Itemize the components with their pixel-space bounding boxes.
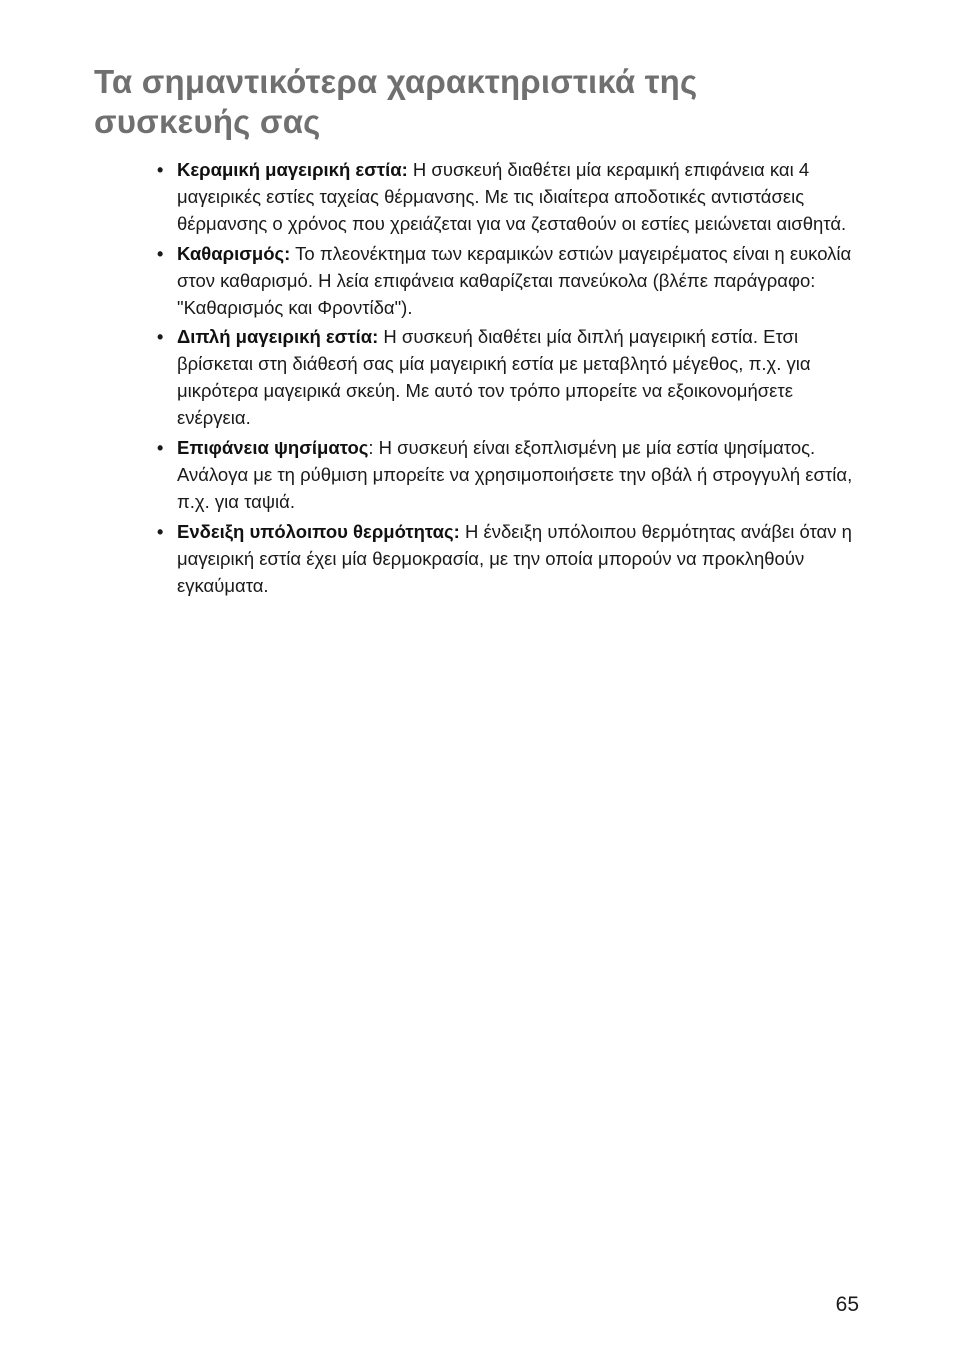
bullet-icon: • <box>157 243 164 264</box>
feature-description: Το πλεονέκτημα των κεραμικών εστιών μαγειρέματος είναι η ευκολία στον καθαρισμό. Η λεία επιφάνεια καθαρίζεται πανεύκολα (βλέπε παράγραφο: "Καθαρισμός και Φροντίδα"). <box>177 242 852 318</box>
bullet-icon: • <box>157 521 164 542</box>
feature-item-ceramic-hob <box>157 157 862 238</box>
feature-term: Διπλή μαγειρική εστία: <box>177 326 379 348</box>
feature-item-roasting-zone <box>157 435 862 516</box>
feature-item-cleaning <box>157 241 862 322</box>
feature-item-residual-heat <box>157 519 862 600</box>
feature-term: Επιφάνεια ψησίματος <box>177 437 369 459</box>
page-title: Τα σημαντικότερα χαρακτηριστικά της συσκευής σας <box>94 63 698 140</box>
feature-item-dual-zone <box>157 324 862 432</box>
feature-term: Καθαρισμός: <box>177 242 291 264</box>
bullet-icon: • <box>157 327 164 348</box>
feature-description: Η ένδειξη υπόλοιπου θερμότητας ανάβει όταν η μαγειρική εστία έχει μία θερμοκρασία, με την οποία μπορούν να προκληθούν εγκαύματα. <box>177 520 852 596</box>
feature-description: : Η συσκευή είναι εξοπλισμένη με μία εστία ψησίματος. Ανάλογα με τη ρύθμιση μπορείτε να χρησιμοποιήσετε την οβάλ ή στρογγυλή εστία, π.χ. για ταψιά. <box>177 437 853 512</box>
bullet-icon: • <box>157 160 164 180</box>
feature-description: Η συσκευή διαθέτει μία κεραμική επιφάνεια και 4 μαγειρικές εστίες ταχείας θέρμανσης. Με τις ιδιαίτερα αποδοτικές αντιστάσεις θέρμανσης ο χρόνος που χρειάζεται για να ζεσταθούν οι εστίες μειώνεται αισθητά. <box>177 159 847 234</box>
feature-term: Κεραμική μαγειρική εστία: <box>177 159 408 180</box>
feature-description: Η συσκευή διαθέτει μία διπλή μαγειρική εστία. Ετσι βρίσκεται στη διάθεσή σας μία μαγειρική εστία με μεταβλητό μέγεθος, π.χ. για μικρότερα μαγειρικά σκεύη. Με αυτό τον τρόπο μπορείτε να εξοικονομήσετε ενέργεια. <box>177 326 811 429</box>
feature-term: Ενδειξη υπόλοιπου θερμότητας: <box>177 520 460 542</box>
feature-list <box>157 157 862 603</box>
bullet-icon: • <box>157 438 164 459</box>
page-number: 65 <box>835 1293 859 1316</box>
